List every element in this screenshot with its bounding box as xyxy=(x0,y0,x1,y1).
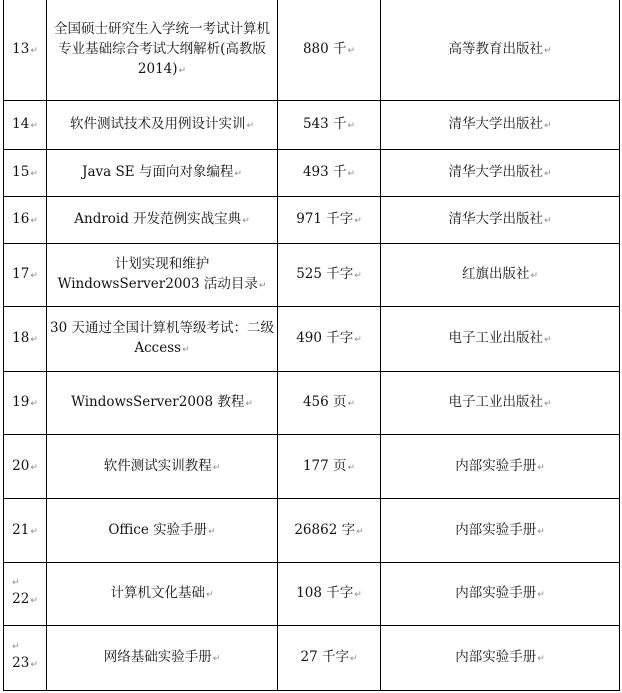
table-row xyxy=(4,244,620,307)
publisher: 清华大学出版社 xyxy=(448,211,543,227)
table-row xyxy=(4,499,620,563)
paragraph-mark-icon: ↵ xyxy=(258,281,267,291)
table-row xyxy=(4,307,620,372)
paragraph-mark-icon: ↵ xyxy=(537,654,545,664)
paragraph-mark-icon: ↵ xyxy=(234,169,242,179)
publisher: 内部实验手册 xyxy=(455,457,537,474)
paragraph-mark-icon: ↵ xyxy=(30,462,38,473)
publisher-cell xyxy=(381,563,620,626)
word-count: 880 千 xyxy=(302,41,347,57)
paragraph-mark-icon: ↵ xyxy=(543,399,552,409)
paragraph-mark-icon: ↵ xyxy=(349,654,358,664)
paragraph-mark-icon: ↵ xyxy=(246,121,255,131)
book-list-table xyxy=(3,0,620,691)
table-row xyxy=(4,563,620,626)
paragraph-mark-icon: ↵ xyxy=(354,590,362,600)
paragraph-mark-icon: ↵ xyxy=(212,654,221,664)
row-number-cell xyxy=(4,307,47,372)
paragraph-mark-icon: ↵ xyxy=(543,335,552,345)
paragraph-mark-icon: ↵ xyxy=(242,216,250,226)
paragraph-mark-icon: ↵ xyxy=(245,399,253,409)
book-title-cell xyxy=(47,0,278,101)
row-number: 17 xyxy=(12,266,30,282)
paragraph-mark-icon: ↵ xyxy=(30,169,38,179)
word-count-cell xyxy=(278,150,381,197)
word-count-cell xyxy=(278,499,381,563)
table-row xyxy=(4,435,620,499)
book-title-cell xyxy=(47,307,278,372)
row-number: 21 xyxy=(12,521,30,538)
paragraph-mark-icon: ↵ xyxy=(30,271,38,281)
row-number: 18 xyxy=(12,330,30,346)
row-number-cell xyxy=(4,150,47,197)
paragraph-mark-icon: ↵ xyxy=(356,526,364,537)
publisher: 电子工业出版社 xyxy=(448,330,543,346)
word-count-cell xyxy=(278,626,381,691)
book-title: 计算机文化基础 xyxy=(110,585,205,601)
paragraph-mark-icon: ↵ xyxy=(347,462,356,473)
word-count-cell xyxy=(278,563,381,626)
book-title: 软件测试实训教程 xyxy=(103,457,212,474)
paragraph-mark-icon: ↵ xyxy=(30,216,38,226)
paragraph-mark-icon: ↵ xyxy=(178,66,187,76)
paragraph-mark-icon: ↵ xyxy=(347,399,356,409)
row-number: 23 xyxy=(12,655,30,671)
book-title: Java SE 与面向对象编程 xyxy=(82,164,234,180)
publisher: 红旗出版社 xyxy=(461,266,530,282)
row-number: 14 xyxy=(12,116,30,132)
book-title: 全国硕士研究生入学统一考试计算机专业基础综合考试大纲解析(高教版 2014) xyxy=(54,21,270,77)
word-count-cell xyxy=(278,197,381,244)
table-row xyxy=(4,0,620,101)
table-body xyxy=(4,0,620,691)
paragraph-mark-icon: ↵ xyxy=(347,169,356,179)
publisher-cell xyxy=(381,101,620,150)
paragraph-mark-icon: ↵ xyxy=(30,660,38,670)
book-title-cell xyxy=(47,150,278,197)
publisher: 清华大学出版社 xyxy=(448,116,543,132)
book-title-cell xyxy=(47,563,278,626)
book-title: 软件测试技术及用例设计实训 xyxy=(69,116,246,132)
row-number-cell xyxy=(4,499,47,563)
publisher-cell xyxy=(381,244,620,307)
publisher-cell xyxy=(381,499,620,563)
book-title: Office 实验手册 xyxy=(108,521,208,538)
paragraph-mark-icon: ↵ xyxy=(182,345,190,355)
paragraph-mark-icon: ↵ xyxy=(30,46,38,56)
paragraph-mark-icon: ↵ xyxy=(30,335,38,345)
paragraph-mark-icon: ↵ xyxy=(12,578,20,588)
publisher: 内部实验手册 xyxy=(455,585,537,601)
book-title-cell xyxy=(47,101,278,150)
publisher: 内部实验手册 xyxy=(455,521,537,538)
paragraph-mark-icon: ↵ xyxy=(354,216,362,226)
paragraph-mark-icon: ↵ xyxy=(543,46,552,56)
paragraph-mark-icon: ↵ xyxy=(347,121,356,131)
table-row xyxy=(4,197,620,244)
row-number: 13 xyxy=(12,41,30,57)
paragraph-mark-icon: ↵ xyxy=(30,596,38,606)
publisher: 电子工业出版社 xyxy=(448,394,543,410)
word-count: 108 千字 xyxy=(296,585,354,601)
row-number-cell xyxy=(4,244,47,307)
row-number-cell xyxy=(4,626,47,691)
word-count: 525 千字 xyxy=(296,266,354,282)
table-row xyxy=(4,626,620,691)
paragraph-mark-icon: ↵ xyxy=(212,462,221,473)
publisher: 高等教育出版社 xyxy=(448,41,543,57)
paragraph-mark-icon: ↵ xyxy=(543,216,552,226)
book-title: 30 天通过全国计算机等级考试：二级 Access xyxy=(50,320,274,356)
word-count: 971 千字 xyxy=(296,211,354,227)
row-number-cell xyxy=(4,197,47,244)
paragraph-mark-icon: ↵ xyxy=(543,121,552,131)
book-title-cell xyxy=(47,197,278,244)
word-count-cell xyxy=(278,435,381,499)
word-count: 490 千字 xyxy=(296,330,354,346)
paragraph-mark-icon: ↵ xyxy=(530,271,539,281)
word-count: 26862 字 xyxy=(294,521,356,538)
publisher-cell xyxy=(381,372,620,435)
book-title-cell xyxy=(47,626,278,691)
paragraph-mark-icon: ↵ xyxy=(30,121,38,131)
paragraph-mark-icon: ↵ xyxy=(354,271,362,281)
book-title-cell xyxy=(47,244,278,307)
publisher: 清华大学出版社 xyxy=(448,164,543,180)
row-number: 22 xyxy=(12,591,30,607)
word-count: 177 页 xyxy=(302,457,347,474)
word-count-cell xyxy=(278,101,381,150)
paragraph-mark-icon: ↵ xyxy=(30,399,38,409)
row-number-cell xyxy=(4,101,47,150)
book-title: Android 开发范例实战宝典 xyxy=(74,211,242,227)
paragraph-mark-icon: ↵ xyxy=(537,590,545,600)
row-number-cell xyxy=(4,563,47,626)
paragraph-mark-icon: ↵ xyxy=(208,526,216,537)
paragraph-mark-icon: ↵ xyxy=(354,335,362,345)
publisher-cell xyxy=(381,150,620,197)
book-title: 网络基础实验手册 xyxy=(103,649,212,665)
word-count: 27 千字 xyxy=(300,649,349,665)
publisher-cell xyxy=(381,626,620,691)
book-title-cell xyxy=(47,435,278,499)
table-row xyxy=(4,372,620,435)
paragraph-mark-icon: ↵ xyxy=(543,169,552,179)
paragraph-mark-icon: ↵ xyxy=(347,46,356,56)
book-title: 计划实现和维护 WindowsServer2003 活动目录 xyxy=(57,256,258,292)
paragraph-mark-icon: ↵ xyxy=(537,526,545,537)
book-title-cell xyxy=(47,372,278,435)
book-title: WindowsServer2008 教程 xyxy=(71,394,245,410)
row-number-cell xyxy=(4,435,47,499)
word-count-cell xyxy=(278,244,381,307)
table-row xyxy=(4,101,620,150)
word-count: 493 千 xyxy=(302,164,347,180)
publisher-cell xyxy=(381,197,620,244)
row-number: 16 xyxy=(12,211,30,227)
word-count: 456 页 xyxy=(302,394,347,410)
publisher: 内部实验手册 xyxy=(455,649,537,665)
row-number-cell xyxy=(4,0,47,101)
publisher-cell xyxy=(381,435,620,499)
word-count-cell xyxy=(278,0,381,101)
word-count: 543 千 xyxy=(302,116,347,132)
book-title-cell xyxy=(47,499,278,563)
word-count-cell xyxy=(278,372,381,435)
table-row xyxy=(4,150,620,197)
row-number: 20 xyxy=(12,457,30,474)
row-number: 19 xyxy=(12,394,30,410)
row-number-cell xyxy=(4,372,47,435)
paragraph-mark-icon: ↵ xyxy=(12,642,20,652)
publisher-cell xyxy=(381,0,620,101)
word-count-cell xyxy=(278,307,381,372)
paragraph-mark-icon: ↵ xyxy=(30,526,38,537)
paragraph-mark-icon: ↵ xyxy=(205,590,214,600)
publisher-cell xyxy=(381,307,620,372)
row-number: 15 xyxy=(12,164,30,180)
paragraph-mark-icon: ↵ xyxy=(537,462,545,473)
